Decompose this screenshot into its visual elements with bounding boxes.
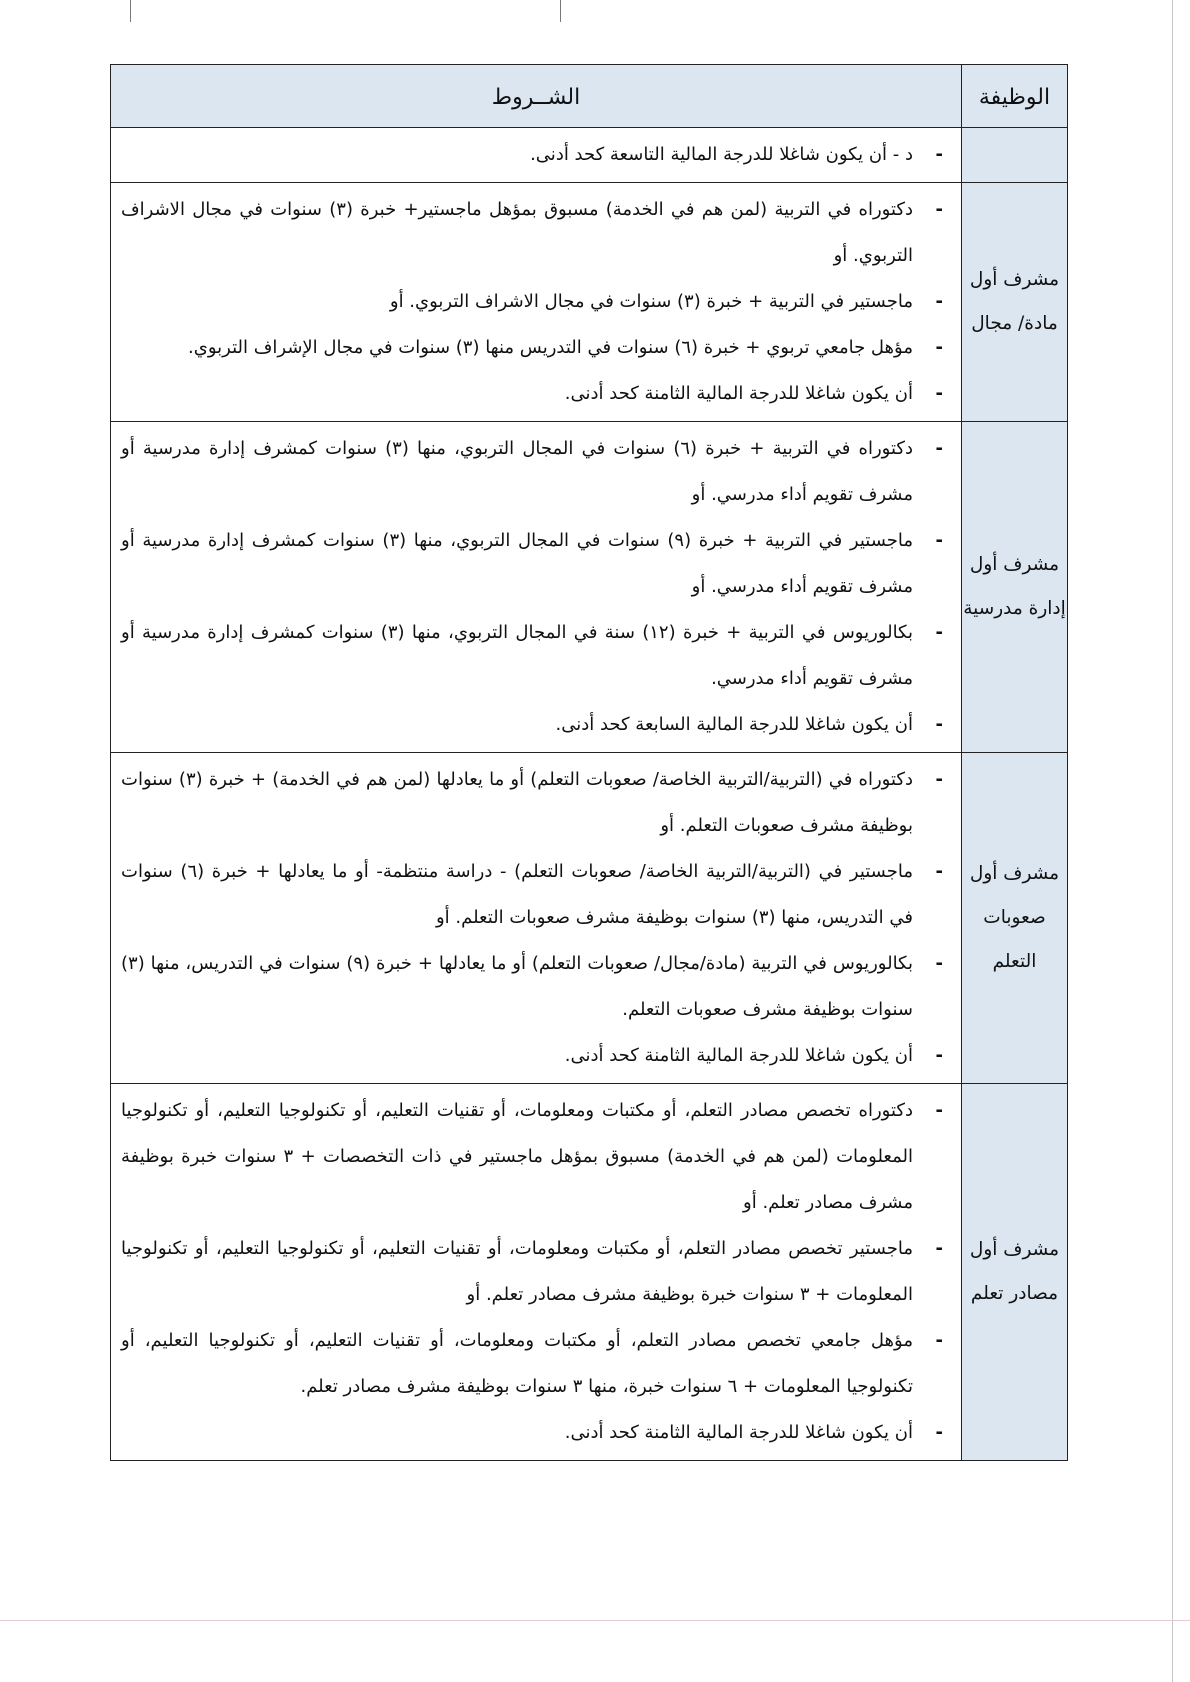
conditions-list (121, 187, 943, 417)
condition-item (121, 1033, 943, 1079)
header-conditions: الشــروط (111, 65, 962, 128)
table-body (111, 128, 1068, 1461)
condition-text: بكالوريوس في التربية + خبرة (١٢) سنة في المجال التربوي، منها (٣) سنوات كمشرف إدارة مدرسية أو مشرف تقويم أداء مدرسي. (121, 622, 914, 689)
bullet-dash: - (935, 953, 943, 974)
bullet-dash: - (935, 1238, 943, 1259)
scan-edge-mark-right (560, 0, 561, 22)
job-title-cell (962, 1084, 1068, 1461)
bullet-dash: - (935, 714, 943, 735)
condition-text: ماجستير في (التربية/التربية الخاصة/ صعوبات التعلم) - دراسة منتظمة- أو ما يعادلها + خبرة (٦) سنوات في التدريس، منها (٣) سنوات بوظيفة مشرف صعوبات التعلم. أو (121, 861, 913, 928)
condition-text: دكتوراه تخصص مصادر التعلم، أو مكتبات ومعلومات، أو تقنيات التعليم، أو تكنولوجيا التعليم، أو تكنولوجيا المعلومات (لمن هم في الخدمة) مسبوق بمؤهل ماجستير في ذات التخصصات + ٣ سنوات خبرة بوظيفة مشرف مصادر تعلم. أو (121, 1100, 913, 1213)
condition-item (121, 610, 943, 702)
job-title-cell (962, 183, 1068, 422)
condition-item (121, 757, 943, 849)
table-row (111, 1084, 1068, 1461)
conditions-list (121, 426, 943, 748)
condition-item (121, 702, 943, 748)
condition-item (121, 187, 943, 279)
condition-text: ماجستير في التربية + خبرة (٣) سنوات في مجال الاشراف التربوي. أو (389, 291, 913, 312)
condition-item (121, 1410, 943, 1456)
table-row (111, 183, 1068, 422)
condition-item (121, 132, 943, 178)
bullet-dash: - (935, 1422, 943, 1443)
conditions-list (121, 132, 943, 178)
condition-item (121, 849, 943, 941)
condition-text: أن يكون شاغلا للدرجة المالية الثامنة كحد أدنى. (564, 1045, 913, 1066)
bullet-dash: - (935, 383, 943, 404)
conditions-cell (111, 422, 962, 753)
bullet-dash: - (935, 1100, 943, 1121)
job-title: مشرف أول مادة/ مجال (969, 269, 1060, 334)
condition-text: ماجستير تخصص مصادر التعلم، أو مكتبات ومعلومات، أو تقنيات التعليم، أو تكنولوجيا التعليم، أو تكنولوجيا المعلومات + ٣ سنوات خبرة بوظيفة مشرف مصادر تعلم. أو (121, 1238, 913, 1305)
condition-text: مؤهل جامعي تربوي + خبرة (٦) سنوات في التدريس منها (٣) سنوات في مجال الإشراف التربوي. (188, 337, 913, 358)
bullet-dash: - (935, 199, 943, 220)
conditions-cell (111, 183, 962, 422)
bullet-dash: - (935, 144, 943, 165)
bullet-dash: - (935, 1330, 943, 1351)
table-row (111, 128, 1068, 183)
condition-item (121, 1226, 943, 1318)
bullet-dash: - (935, 622, 943, 643)
condition-item (121, 518, 943, 610)
job-title: مشرف أول إدارة مدرسية (963, 554, 1066, 619)
header-row (111, 65, 1068, 128)
condition-text: مؤهل جامعي تخصص مصادر التعلم، أو مكتبات ومعلومات، أو تقنيات التعليم، أو تكنولوجيا التعليم، أو تكنولوجيا المعلومات + ٦ سنوات خبرة، منها ٣ سنوات بوظيفة مشرف مصادر تعلم. (121, 1330, 913, 1397)
condition-text: د - أن يكون شاغلا للدرجة المالية التاسعة كحد أدنى. (530, 144, 913, 165)
condition-item (121, 371, 943, 417)
condition-item (121, 426, 943, 518)
job-title: مشرف أول مصادر تعلم (969, 1239, 1060, 1304)
bullet-dash: - (935, 291, 943, 312)
scan-edge-mark-left (130, 0, 131, 22)
bullet-dash: - (935, 337, 943, 358)
conditions-cell (111, 1084, 962, 1461)
condition-text: دكتوراه في التربية (لمن هم في الخدمة) مسبوق بمؤهل ماجستير+ خبرة (٣) سنوات في مجال الاشراف التربوي. أو (121, 199, 913, 266)
page-edge-line (1172, 0, 1173, 1682)
condition-item (121, 325, 943, 371)
condition-text: أن يكون شاغلا للدرجة المالية السابعة كحد أدنى. (555, 714, 913, 735)
condition-text: أن يكون شاغلا للدرجة المالية الثامنة كحد أدنى. (564, 1422, 913, 1443)
condition-text: بكالوريوس في التربية (مادة/مجال/ صعوبات التعلم) أو ما يعادلها + خبرة (٩) سنوات في التدريس، منها (٣) سنوات بوظيفة مشرف صعوبات التعلم. (121, 953, 914, 1020)
conditions-cell (111, 753, 962, 1084)
page-footer-line (0, 1620, 1190, 1621)
condition-text: أن يكون شاغلا للدرجة المالية الثامنة كحد أدنى. (564, 383, 913, 404)
job-title-cell (962, 128, 1068, 183)
conditions-list (121, 1088, 943, 1456)
header-job: الوظيفة (962, 65, 1068, 128)
bullet-dash: - (935, 1045, 943, 1066)
table-row (111, 753, 1068, 1084)
condition-text: دكتوراه في التربية + خبرة (٦) سنوات في المجال التربوي، منها (٣) سنوات كمشرف إدارة مدرسية أو مشرف تقويم أداء مدرسي. أو (121, 438, 913, 505)
condition-item (121, 1088, 943, 1226)
requirements-table (110, 64, 1068, 1461)
condition-item (121, 941, 943, 1033)
bullet-dash: - (935, 769, 943, 790)
condition-text: ماجستير في التربية + خبرة (٩) سنوات في المجال التربوي، منها (٣) سنوات كمشرف إدارة مدرسية أو مشرف تقويم أداء مدرسي. أو (121, 530, 913, 597)
condition-item (121, 1318, 943, 1410)
conditions-list (121, 757, 943, 1079)
bullet-dash: - (935, 530, 943, 551)
condition-item (121, 279, 943, 325)
job-title-cell (962, 422, 1068, 753)
bullet-dash: - (935, 438, 943, 459)
conditions-cell (111, 128, 962, 183)
job-title-cell (962, 753, 1068, 1084)
table-row (111, 422, 1068, 753)
bullet-dash: - (935, 861, 943, 882)
job-title: مشرف أول صعوبات التعلم (969, 863, 1060, 972)
condition-text: دكتوراه في (التربية/التربية الخاصة/ صعوبات التعلم) أو ما يعادلها (لمن هم في الخدمة) + خبرة (٣) سنوات بوظيفة مشرف صعوبات التعلم. أو (121, 769, 913, 836)
